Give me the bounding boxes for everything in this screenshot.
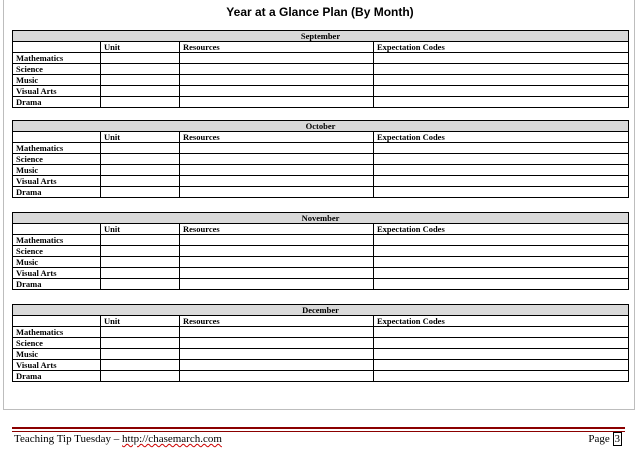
resources-cell[interactable] (180, 187, 374, 198)
footer-text (14, 433, 222, 445)
expectation-codes-cell[interactable] (374, 75, 629, 86)
unit-cell[interactable] (101, 176, 180, 187)
expectation-codes-cell[interactable] (374, 143, 629, 154)
unit-cell[interactable] (101, 246, 180, 257)
subject-label: Drama (13, 279, 101, 290)
expectation-codes-cell[interactable] (374, 154, 629, 165)
header-unit: Unit (101, 42, 180, 53)
footer-prefix: Teaching Tip Tuesday – (14, 433, 123, 445)
subject-label: Drama (13, 187, 101, 198)
footer-rule-thin (12, 431, 625, 432)
unit-cell[interactable] (101, 143, 180, 154)
header-resources: Resources (180, 42, 374, 53)
resources-cell[interactable] (180, 235, 374, 246)
header-resources: Resources (180, 132, 374, 143)
resources-cell[interactable] (180, 257, 374, 268)
expectation-codes-cell[interactable] (374, 349, 629, 360)
expectation-codes-cell[interactable] (374, 165, 629, 176)
unit-cell[interactable] (101, 97, 180, 108)
resources-cell[interactable] (180, 338, 374, 349)
header-expectation-codes: Expectation Codes (374, 132, 629, 143)
expectation-codes-cell[interactable] (374, 371, 629, 382)
unit-cell[interactable] (101, 268, 180, 279)
document-title: Year at a Glance Plan (By Month) (226, 5, 414, 19)
page-number-block (588, 433, 622, 445)
month-heading: November (13, 213, 629, 224)
resources-cell[interactable] (180, 165, 374, 176)
resources-cell[interactable] (180, 86, 374, 97)
resources-cell[interactable] (180, 371, 374, 382)
header-blank-cell (13, 316, 101, 327)
subject-label: Visual Arts (13, 176, 101, 187)
expectation-codes-cell[interactable] (374, 327, 629, 338)
unit-cell[interactable] (101, 86, 180, 97)
header-blank-cell (13, 224, 101, 235)
header-blank-cell (13, 42, 101, 53)
unit-cell[interactable] (101, 154, 180, 165)
unit-cell[interactable] (101, 360, 180, 371)
expectation-codes-cell[interactable] (374, 338, 629, 349)
header-unit: Unit (101, 224, 180, 235)
subject-label: Science (13, 154, 101, 165)
expectation-codes-cell[interactable] (374, 176, 629, 187)
expectation-codes-cell[interactable] (374, 268, 629, 279)
subject-label: Visual Arts (13, 268, 101, 279)
month-table-december (12, 304, 629, 382)
resources-cell[interactable] (180, 97, 374, 108)
unit-cell[interactable] (101, 187, 180, 198)
subject-label: Science (13, 246, 101, 257)
resources-cell[interactable] (180, 53, 374, 64)
subject-label: Mathematics (13, 143, 101, 154)
resources-cell[interactable] (180, 268, 374, 279)
unit-cell[interactable] (101, 371, 180, 382)
subject-label: Mathematics (13, 235, 101, 246)
header-expectation-codes: Expectation Codes (374, 316, 629, 327)
header-resources: Resources (180, 224, 374, 235)
subject-label: Drama (13, 97, 101, 108)
header-expectation-codes: Expectation Codes (374, 42, 629, 53)
resources-cell[interactable] (180, 154, 374, 165)
expectation-codes-cell[interactable] (374, 257, 629, 268)
subject-label: Mathematics (13, 53, 101, 64)
page-label: Page (588, 433, 610, 445)
unit-cell[interactable] (101, 235, 180, 246)
subject-label: Science (13, 64, 101, 75)
month-table-october (12, 120, 629, 198)
header-expectation-codes: Expectation Codes (374, 224, 629, 235)
expectation-codes-cell[interactable] (374, 246, 629, 257)
resources-cell[interactable] (180, 349, 374, 360)
subject-label: Music (13, 349, 101, 360)
resources-cell[interactable] (180, 75, 374, 86)
subject-label: Music (13, 165, 101, 176)
expectation-codes-cell[interactable] (374, 279, 629, 290)
header-blank-cell (13, 132, 101, 143)
unit-cell[interactable] (101, 64, 180, 75)
unit-cell[interactable] (101, 75, 180, 86)
expectation-codes-cell[interactable] (374, 235, 629, 246)
month-heading: October (13, 121, 629, 132)
resources-cell[interactable] (180, 327, 374, 338)
unit-cell[interactable] (101, 279, 180, 290)
resources-cell[interactable] (180, 279, 374, 290)
footer-rule (12, 427, 625, 429)
subject-label: Visual Arts (13, 86, 101, 97)
expectation-codes-cell[interactable] (374, 86, 629, 97)
resources-cell[interactable] (180, 143, 374, 154)
subject-label: Mathematics (13, 327, 101, 338)
subject-label: Music (13, 257, 101, 268)
resources-cell[interactable] (180, 246, 374, 257)
month-table-september (12, 30, 629, 108)
subject-label: Drama (13, 371, 101, 382)
header-resources: Resources (180, 316, 374, 327)
subject-label: Music (13, 75, 101, 86)
unit-cell[interactable] (101, 165, 180, 176)
subject-label: Visual Arts (13, 360, 101, 371)
unit-cell[interactable] (101, 349, 180, 360)
month-heading: December (13, 305, 629, 316)
expectation-codes-cell[interactable] (374, 97, 629, 108)
header-unit: Unit (101, 132, 180, 143)
unit-cell[interactable] (101, 257, 180, 268)
footer-url-link[interactable]: http://chasemarch.com (122, 433, 222, 445)
page-number: 3 (614, 433, 620, 445)
unit-cell[interactable] (101, 53, 180, 64)
expectation-codes-cell[interactable] (374, 360, 629, 371)
subject-label: Science (13, 338, 101, 349)
resources-cell[interactable] (180, 360, 374, 371)
header-unit: Unit (101, 316, 180, 327)
unit-cell[interactable] (101, 338, 180, 349)
expectation-codes-cell[interactable] (374, 187, 629, 198)
month-heading: September (13, 31, 629, 42)
resources-cell[interactable] (180, 176, 374, 187)
expectation-codes-cell[interactable] (374, 53, 629, 64)
unit-cell[interactable] (101, 327, 180, 338)
resources-cell[interactable] (180, 64, 374, 75)
expectation-codes-cell[interactable] (374, 64, 629, 75)
month-table-november (12, 212, 629, 290)
